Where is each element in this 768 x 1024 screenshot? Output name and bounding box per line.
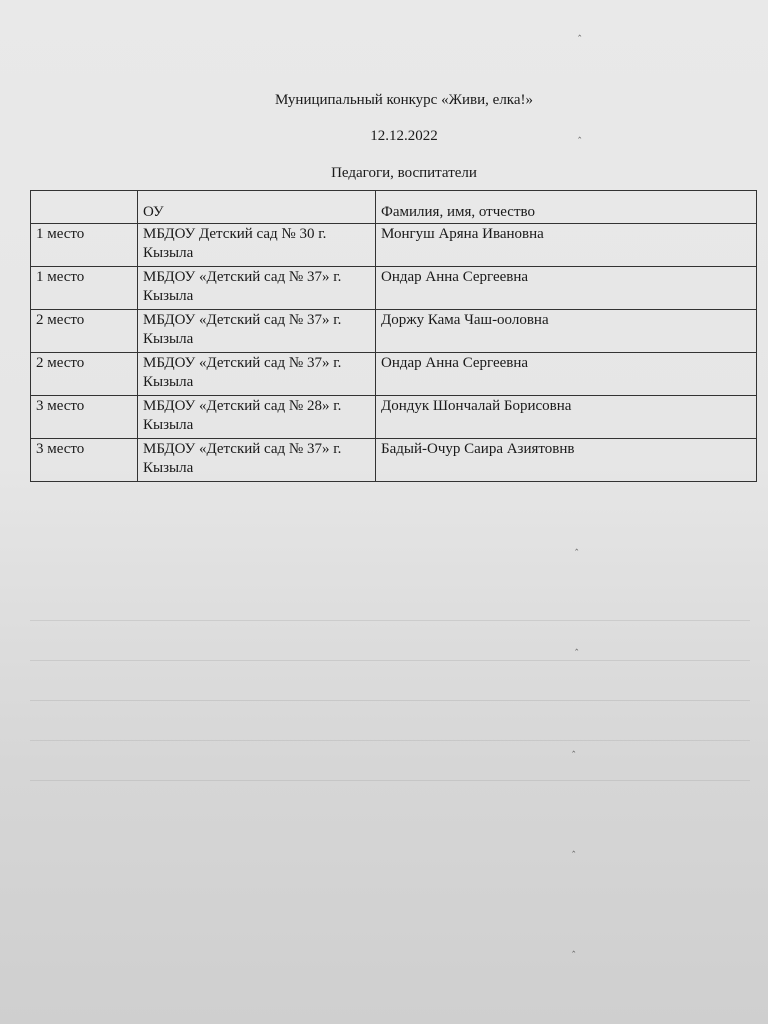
header-name: Фамилия, имя, отчество <box>376 191 757 224</box>
table-row <box>31 224 757 267</box>
name-cell: Дондук Шончалай Борисовна <box>376 396 757 439</box>
table-row <box>31 310 757 353</box>
place-cell: 1 место <box>31 224 138 267</box>
table-row <box>31 439 757 482</box>
dust-mark: ‸ <box>572 742 576 753</box>
org-cell: МБДОУ «Детский сад № 37» г. Кызыла <box>138 310 376 353</box>
place-cell: 1 место <box>31 267 138 310</box>
org-cell: МБДОУ «Детский сад № 37» г. Кызыла <box>138 353 376 396</box>
results-table <box>30 190 757 482</box>
table-row <box>31 353 757 396</box>
name-cell: Ондар Анна Сергеевна <box>376 353 757 396</box>
table-row <box>31 267 757 310</box>
dust-mark: ‸ <box>572 942 576 953</box>
dust-mark: ‸ <box>572 842 576 853</box>
name-cell: Монгуш Аряна Ивановна <box>376 224 757 267</box>
place-cell: 2 место <box>31 310 138 353</box>
org-cell: МБДОУ Детский сад № 30 г. Кызыла <box>138 224 376 267</box>
name-cell: Доржу Кама Чаш-ооловна <box>376 310 757 353</box>
table-row <box>31 396 757 439</box>
org-cell: МБДОУ «Детский сад № 37» г. Кызыла <box>138 267 376 310</box>
document-date: 12.12.2022 <box>370 128 438 144</box>
place-cell: 3 место <box>31 439 138 482</box>
table-header-row <box>31 191 757 224</box>
document-subtitle: Педагоги, воспитатели <box>331 165 477 181</box>
dust-mark: ‸ <box>578 26 582 37</box>
dust-mark: ‸ <box>578 128 582 139</box>
name-cell: Бадый-Очур Саира Азиятовнв <box>376 439 757 482</box>
org-cell: МБДОУ «Детский сад № 37» г. Кызыла <box>138 439 376 482</box>
dust-mark: ‸ <box>575 540 579 551</box>
document-title: Муниципальный конкурс «Живи, елка!» <box>274 92 534 108</box>
place-cell: 2 место <box>31 353 138 396</box>
place-cell: 3 место <box>31 396 138 439</box>
header-place <box>31 191 138 224</box>
dust-mark: ‸ <box>575 640 579 651</box>
show-through-shadow <box>30 600 750 960</box>
org-cell: МБДОУ «Детский сад № 28» г. Кызыла <box>138 396 376 439</box>
name-cell: Ондар Анна Сергеевна <box>376 267 757 310</box>
header-org: ОУ <box>138 191 376 224</box>
